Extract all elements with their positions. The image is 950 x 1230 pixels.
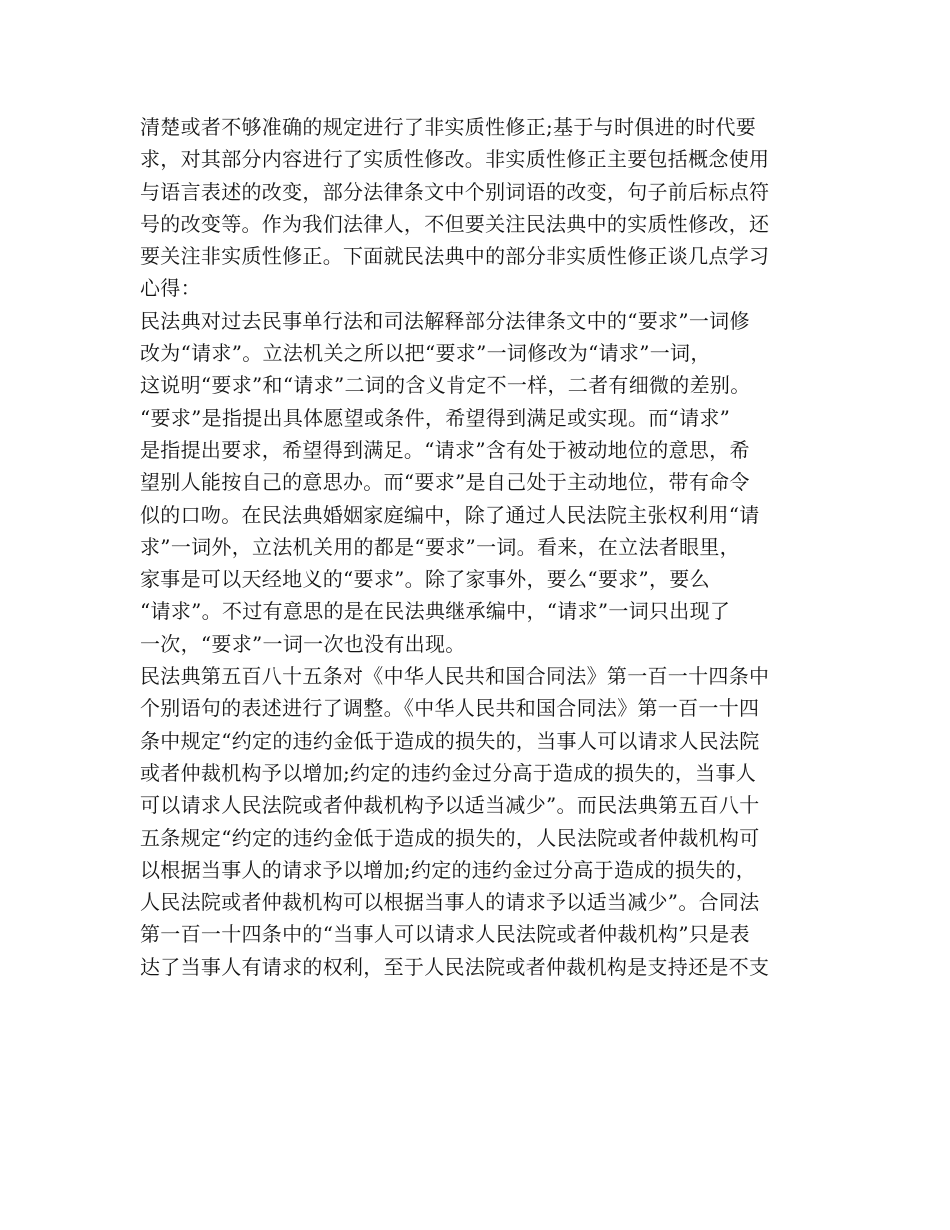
text-line: 人民法院或者仲裁机构可以根据当事人的请求予以适当减少”。合同法 (140, 890, 760, 915)
text-line: 可以请求人民法院或者仲裁机构予以适当减少”。而民法典第五百八十 (140, 793, 760, 818)
text-line: 似的口吻。在民法典婚姻家庭编中，除了通过人民法院主张权利用“请 (140, 502, 760, 527)
text-line: 求”一词外，立法机关用的都是“要求”一词。看来，在立法者眼里， (140, 534, 740, 559)
text-line: 第一百一十四条中的“当事人可以请求人民法院或者仲裁机构”只是表 (140, 922, 750, 947)
text-line: “要求”是指提出具体愿望或条件，希望得到满足或实现。而“请求” (140, 405, 731, 430)
text-line: 民法典对过去民事单行法和司法解释部分法律条文中的“要求”一词修 (140, 308, 750, 333)
text-line: 与语言表述的改变，部分法律条文中个别词语的改变，句子前后标点符 (140, 179, 770, 204)
text-line: 要关注非实质性修正。下面就民法典中的部分非实质性修正谈几点学习 (140, 244, 770, 269)
body-text (140, 111, 830, 983)
text-line: 达了当事人有请求的权利，至于人民法院或者仲裁机构是支持还是不支 (140, 954, 770, 979)
text-line: 号的改变等。作为我们法律人，不但要关注民法典中的实质性修改，还 (140, 211, 770, 236)
text-line: 家事是可以天经地义的“要求”。除了家事外，要么“要求”，要么 (140, 567, 710, 592)
text-line: 求，对其部分内容进行了实质性修改。非实质性修正主要包括概念使用 (140, 147, 770, 172)
text-line: 心得： (140, 276, 201, 301)
text-line: 或者仲裁机构予以增加;约定的违约金过分高于造成的损失的，当事人 (140, 760, 757, 785)
text-line: “请求”。不过有意思的是在民法典继承编中，“请求”一词只出现了 (140, 599, 731, 624)
text-line: 五条规定“约定的违约金低于造成的损失的，人民法院或者仲裁机构可 (140, 825, 760, 850)
text-line: 条中规定“约定的违约金低于造成的损失的，当事人可以请求人民法院 (140, 728, 760, 753)
text-line: 个别语句的表述进行了调整。《中华人民共和国合同法》第一百一十四 (140, 696, 760, 721)
text-line: 望别人能按自己的意思办。而“要求”是自己处于主动地位，带有命令 (140, 470, 750, 495)
text-line: 以根据当事人的请求予以增加;约定的违约金过分高于造成的损失的， (140, 857, 757, 882)
text-line: 这说明“要求”和“请求”二词的含义肯定不一样，二者有细微的差别。 (140, 373, 751, 398)
text-line: 一次，“要求”一词一次也没有出现。 (140, 631, 466, 656)
text-line: 清楚或者不够准确的规定进行了非实质性修正;基于与时俱进的时代要 (140, 115, 757, 139)
text-line: 改为“请求”。立法机关之所以把“要求”一词修改为“请求”一词， (140, 341, 711, 366)
text-line: 是指提出要求，希望得到满足。“请求”含有处于被动地位的意思，希 (140, 437, 750, 462)
text-line: 民法典第五百八十五条对《中华人民共和国合同法》第一百一十四条中 (140, 664, 770, 689)
